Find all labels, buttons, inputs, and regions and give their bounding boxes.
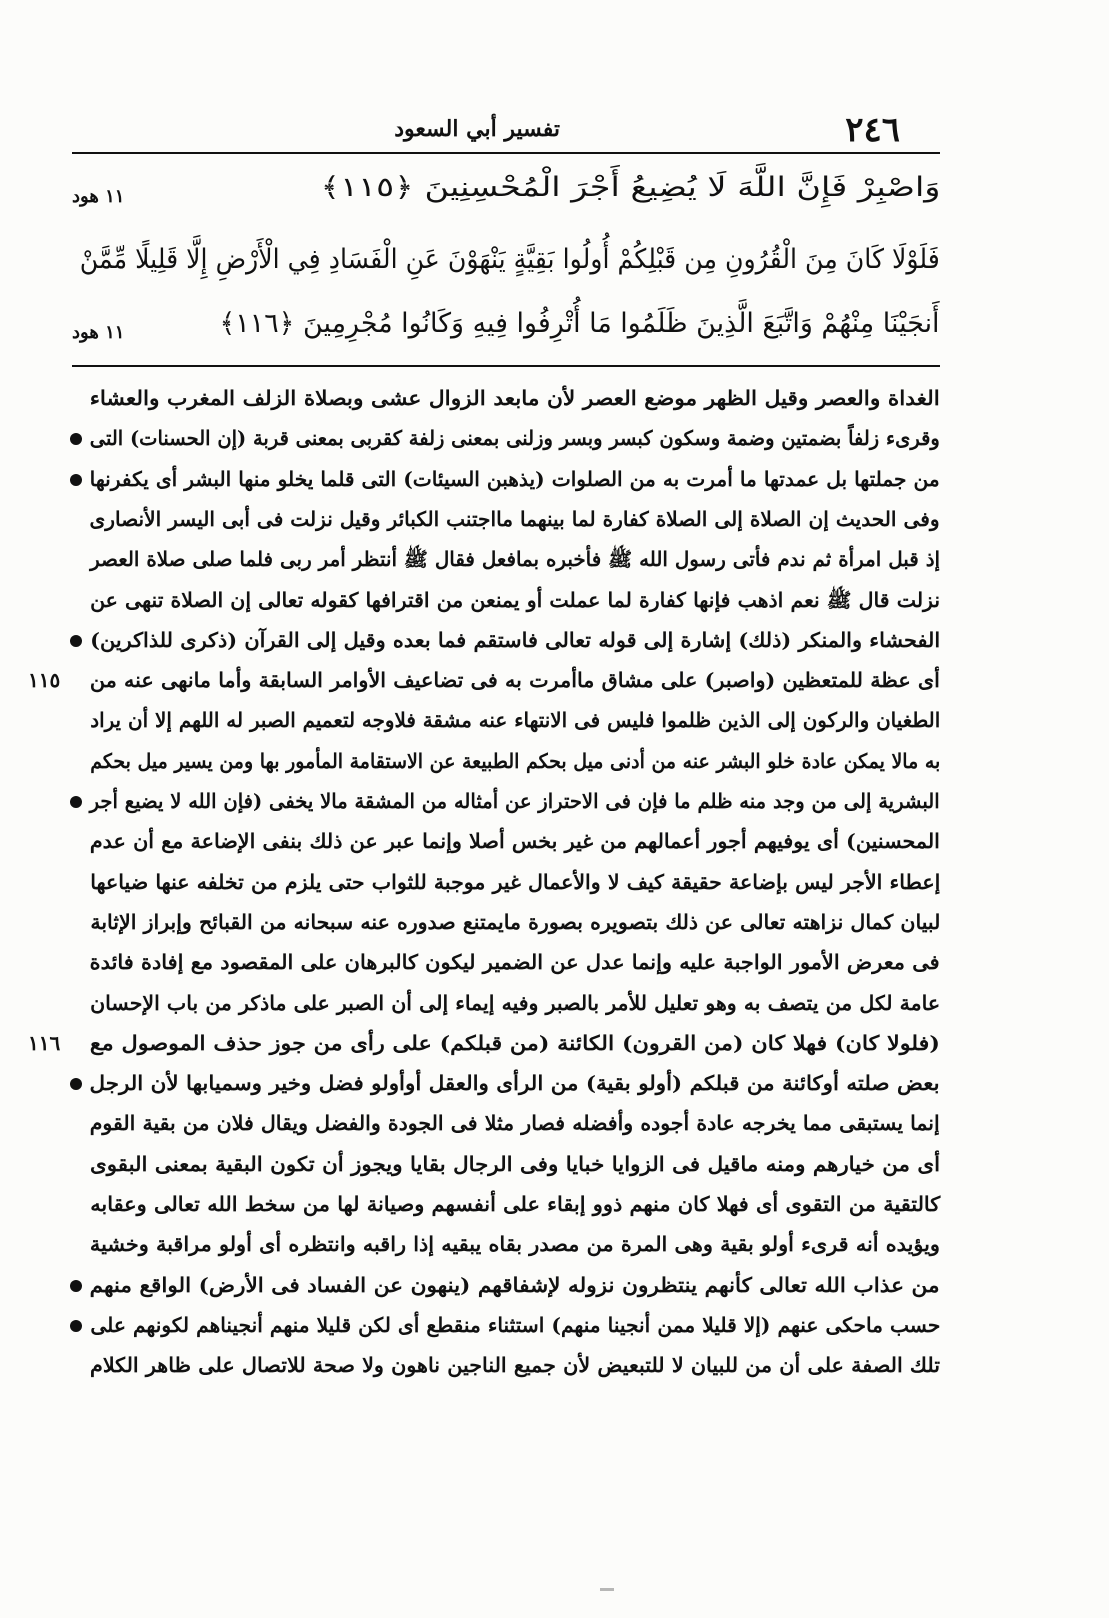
commentary-line-text: (فلولا كان) فهلا كان (من القرون) الكائنة (من قبلكم) على رأى من جوز حذف الموصول مع (89, 1030, 940, 1055)
commentary-line (72, 539, 940, 579)
verse-line: أَنجَيْنَا مِنْهُمْ وَاتَّبَعَ الَّذِينَ ظَلَمُوا مَا أُتْرِفُوا فِيهِ وَكَانُوا مُجْرِمِينَ ﴿١١٦﴾ (220, 308, 940, 339)
verse-number-marker: ١١٦ (28, 1030, 61, 1055)
commentary-line-text: من عذاب الله تعالى كأنهم ينتظرون نزوله لإشفاقهم (ينهون عن الفساد فى الأرض) الواقع منهم (90, 1272, 940, 1297)
commentary-line-text: به مالا يمكن عادة خلو البشر عنه من أدنى ميل بحكم الطبيعة عن الاستقامة المأمور بها ومن يسير ميل بحكم (90, 748, 940, 773)
commentary-line (72, 1265, 940, 1305)
verse-line: وَاصْبِرْ فَإِنَّ اللَّهَ لَا يُضِيعُ أَجْرَ الْمُحْسِنِينَ ﴿١١٥﴾ (320, 172, 940, 203)
commentary-line-text: أى من خيارهم ومنه ماقيل فى الزوايا خبايا وفى الرجال بقايا ويجوز أن تكون البقية بمعنى البقوى (89, 1151, 940, 1176)
commentary-line (72, 862, 940, 902)
commentary-line-text: نزلت قال ﷺ نعم اذهب فإنها كفارة لما عملت أو يمنعن من اقترافها كقوله تعالى إن الصلاة تنهى عن (90, 587, 940, 612)
commentary-line-text: البشرية إلى من وجد منه ظلم ما فإن فى الاحتراز عن أمثاله من المشقة مالا يخفى (فإن الله لا يضيع أجر (90, 789, 940, 813)
commentary-line (72, 1063, 940, 1103)
book-title: تفسير أبي السعود (394, 116, 560, 142)
bullet-marker (70, 1078, 82, 1090)
commentary-line-text: فى معرض الأمور الواجبة عليه وإنما عدل عن الضمير ليكون كالبرهان على المقصود مع إفادة فائدة (90, 950, 940, 975)
commentary-line-text: ويؤيده أنه قرىء أولو بقية وهى المرة من مصدر بقاه يبقيه إذا راقبه وانتظره أى أولو مراقبة وخشية (90, 1232, 940, 1257)
commentary-line (72, 942, 940, 982)
commentary-line-text: لبيان كمال نزاهته تعالى عن ذلك بتصويره بصورة مايمتنع صدوره عنه سبحانه من القبائح وإبراز الإثابة (90, 909, 940, 934)
commentary-line-text: الطغيان والركون إلى الذين ظلموا فليس فى الانتهاء عنه مشقة فلاوجه لتعميم الصبر له اللهم إلا أن يراد (90, 708, 940, 733)
bullet-marker (70, 635, 82, 647)
bullet-marker (70, 433, 82, 445)
commentary-line-text: إعطاء الأجر ليس بإضاعة حقيقة كيف لا والأعمال غير موجبة للثواب حتى يلزم من تخلفه عنها ضياعها (89, 869, 940, 894)
commentary-line-text: عامة لكل من يتصف به وهو تعليل للأمر بالصبر وفيه إيماء إلى أن الصبر على ماذكر من باب الإحسان (90, 990, 940, 1015)
commentary-line (72, 781, 940, 821)
bullet-marker (70, 796, 82, 808)
bullet-marker (70, 474, 82, 486)
commentary-line-text: تلك الصفة على أن من للبيان لا للتبعيض لأن جميع الناجين ناهون ولا صحة للاتصال على ظاهر الكلام (90, 1353, 940, 1378)
commentary-line (28, 1023, 940, 1063)
commentary-line-text: بعض صلته أوكائنة من قبلكم (أولو بقية) من الرأى والعقل أوأولو فضل وخير وسميابها لأن الرجل (90, 1071, 940, 1096)
verse-line: فَلَوْلَا كَانَ مِنَ الْقُرُونِ مِن قَبْلِكُمْ أُولُوا بَقِيَّةٍ يَنْهَوْنَ عَنِ الْفَسَادِ فِي الْأَرْضِ إِلَّا قَلِيلًا مِّمَّنْ (80, 244, 940, 275)
verse-reference: ١١ هود (72, 186, 125, 207)
commentary-line-text: المحسنين) أى يوفيهم أجور أعمالهم من غير بخس أصلا وإنما عبر عن ذلك بنفى الإضاعة مع أن عدم (89, 829, 940, 854)
commentary-line (72, 902, 940, 942)
commentary-line-text: من جملتها بل عمدتها ما أمرت به من الصلوات (يذهبن السيئات) التى قلما يخلو منها البشر أى يكفرنها (90, 466, 940, 491)
commentary-line-text: كالتقية من التقوى أى فهلا كان منهم ذوو إبقاء على أنفسهم وصيانة لها من سخط الله تعالى وعقابه (89, 1192, 940, 1216)
commentary-line (72, 1224, 940, 1264)
commentary-line (72, 620, 940, 660)
bullet-marker (70, 1280, 82, 1292)
commentary-line (72, 700, 940, 740)
page-header (72, 110, 940, 150)
commentary-line (72, 1103, 940, 1143)
bullet-marker (70, 1320, 82, 1332)
commentary-line (72, 459, 940, 499)
verse-number-marker: ١١٥ (28, 668, 61, 693)
verse-commentary-divider (72, 365, 940, 367)
commentary-line (72, 499, 940, 539)
commentary-line (72, 378, 940, 418)
commentary-line (72, 983, 940, 1023)
commentary-line (72, 821, 940, 861)
commentary-line-text: وفى الحديث إن الصلاة إلى الصلاة كفارة لما بينهما مااجتنب الكبائر وقيل نزلت فى أبى اليسر الأنصارى (90, 506, 940, 531)
verse-reference: ١١ هود (72, 322, 125, 343)
commentary-line-text: أى عظة للمتعظين (واصبر) على مشاق ماأمرت به فى تضاعيف الأوامر السابقة وأما مانهى عنه من (89, 668, 940, 693)
commentary-line-text: وقرىء زلفاً بضمتين وضمة وسكون كبسر وبسر وزلنى بمعنى زلفة كقربى بمعنى قربة (إن الحسنات) التى (90, 426, 940, 451)
commentary-line (72, 580, 940, 620)
commentary-line (72, 741, 940, 781)
commentary-line (72, 1305, 940, 1345)
commentary-line-text: الفحشاء والمنكر (ذلك) إشارة إلى قوله تعالى فاستقم فما بعده وقيل إلى القرآن (ذكرى للذاكرين) (90, 627, 940, 652)
commentary-line-text: الغداة والعصر وقيل الظهر موضع العصر لأن مابعد الزوال عشى وبصلاة الزلف المغرب والعشاء (90, 386, 940, 410)
commentary-line-text: إذ قبل امرأة ثم ندم فأتى رسول الله ﷺ فأخبره بمافعل فقال ﷺ أنتظر أمر ربى فلما صلى صلاة العصر (90, 547, 940, 572)
page-number: ٢٤٦ (845, 110, 900, 150)
header-rule (72, 152, 940, 154)
commentary-line (72, 1345, 940, 1385)
commentary-line (72, 418, 940, 458)
verse-block (72, 172, 940, 362)
commentary-line (72, 1144, 940, 1184)
commentary-line-text: حسب ماحكى عنهم (إلا قليلا ممن أنجينا منهم) استثناء منقطع أى لكن قليلا منهم أنجيناهم لكونهم على (90, 1312, 940, 1337)
commentary-line-text: إنما يستبقى مما يخرجه عادة أجوده وأفضله فصار مثلا فى الجودة والفضل ويقال فلان من بقية القوم (90, 1111, 940, 1136)
print-smudge (600, 1588, 614, 1591)
commentary-line (72, 1184, 940, 1224)
commentary-line (28, 660, 940, 700)
